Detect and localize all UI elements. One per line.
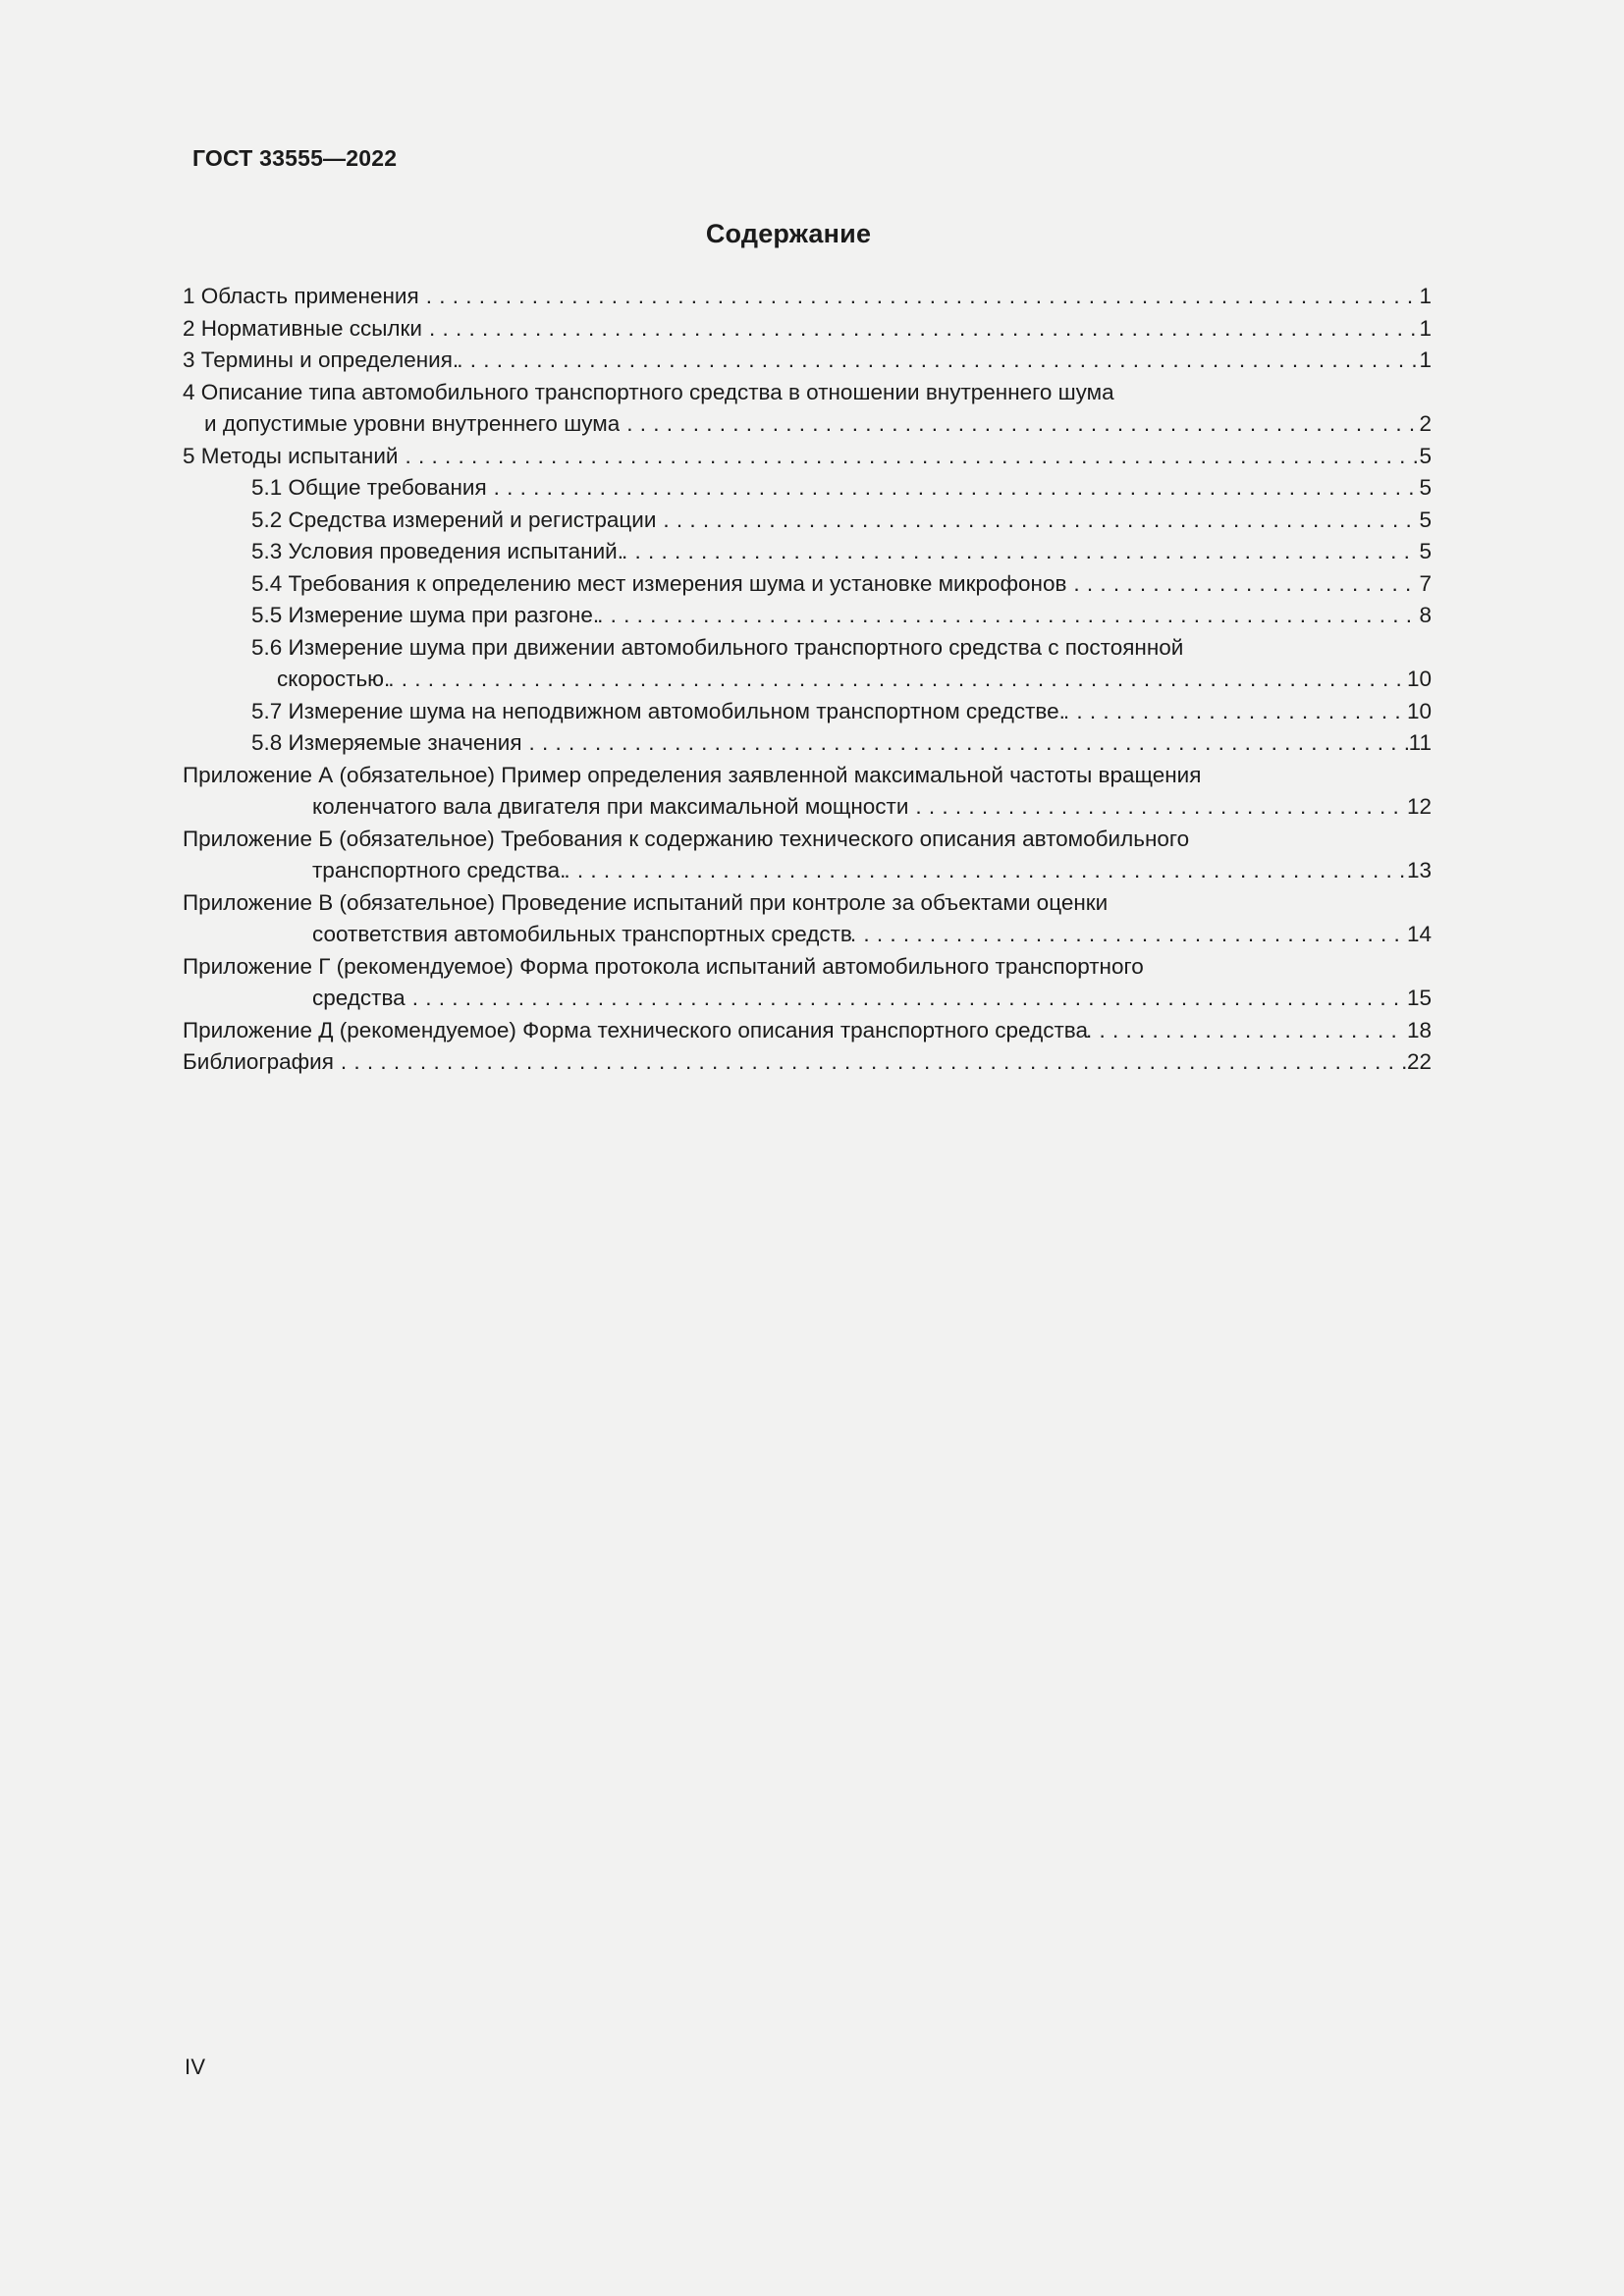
toc-page-number: 5 [1419, 443, 1432, 468]
toc-entry-line [183, 664, 1432, 696]
toc-entry-label: соответствия автомобильных транспортных средств [312, 922, 852, 946]
toc-entry-label: Библиография [183, 1049, 334, 1074]
toc-entry-line [183, 791, 1432, 824]
toc-page-number: 2 [1419, 411, 1432, 436]
toc-entry-line [183, 983, 1432, 1015]
toc-entry-label: 3 Термины и определения. [183, 347, 460, 372]
toc-leader-dots [1201, 760, 1431, 792]
toc-entry-label: транспортного средства. [312, 858, 567, 882]
toc-entry-line [183, 727, 1432, 760]
toc-page-number: 1 [1419, 284, 1432, 308]
toc-leader-dots [1189, 824, 1431, 856]
toc-entry[interactable] [183, 1046, 1432, 1079]
toc-entry[interactable] [183, 600, 1432, 632]
toc-page-number: 1 [1419, 315, 1432, 341]
toc-entry-line [183, 600, 1432, 632]
toc-entry-line [183, 1046, 1432, 1079]
toc-entry-label: 5.7 Измерение шума на неподвижном автомобильном транспортном средстве. [251, 698, 1065, 723]
toc-page-number: 1 [1419, 347, 1432, 372]
toc-entry-label: Приложение Б (обязательное) Требования к содержанию технического описания автомобильного [183, 826, 1190, 851]
toc-leader-dots [1066, 568, 1418, 601]
toc-entry-label: 5.5 Измерение шума при разгоне. [251, 603, 600, 627]
toc-leader-dots [620, 408, 1418, 441]
toc-entry-label: Приложение В (обязательное) Проведение испытаний при контроле за объектами оценки [183, 889, 1109, 915]
table-of-contents [183, 281, 1432, 1079]
toc-entry[interactable] [183, 727, 1432, 760]
toc-entry-line [183, 377, 1432, 409]
toc-entry-label: 5.8 Измеряемые значения [251, 730, 522, 755]
toc-leader-dots [406, 983, 1406, 1015]
toc-leader-dots [656, 505, 1418, 537]
toc-leader-dots [623, 536, 1419, 568]
toc-leader-dots [1088, 1015, 1406, 1047]
toc-page-number: 10 [1406, 667, 1432, 691]
toc-entry[interactable] [183, 568, 1432, 601]
toc-page-number: 18 [1406, 1017, 1432, 1042]
toc-entry-line [183, 441, 1432, 473]
toc-page-number: 12 [1406, 794, 1432, 819]
toc-entry-line [183, 855, 1432, 887]
toc-entry-label: Приложение Д (рекомендуемое) Форма технического описания транспортного средства [183, 1017, 1088, 1042]
toc-entry-line [183, 824, 1432, 856]
toc-entry[interactable] [183, 536, 1432, 568]
toc-page-number: 10 [1406, 698, 1432, 723]
toc-leader-dots [419, 281, 1419, 313]
toc-entry-label: 5.6 Измерение шума при движении автомобильного транспортного средства с постоянной [251, 634, 1184, 660]
toc-leader-dots [1108, 887, 1431, 920]
toc-entry-label: 5.4 Требования к определению мест измерения шума и установке микрофонов [251, 570, 1067, 596]
toc-entry[interactable] [183, 345, 1432, 377]
toc-entry-line [183, 505, 1432, 537]
toc-leader-dots [459, 345, 1418, 377]
toc-entry-line [183, 887, 1432, 920]
toc-entry-line [183, 919, 1432, 951]
toc-entry[interactable] [183, 281, 1432, 313]
toc-entry-label: 5 Методы испытаний [183, 443, 399, 468]
toc-entry[interactable] [183, 313, 1432, 346]
running-head: ГОСТ 33555—2022 [192, 145, 398, 171]
toc-leader-dots [1183, 632, 1431, 665]
toc-page-number: 5 [1419, 539, 1432, 563]
toc-entry-label: скоростью. [277, 667, 391, 691]
toc-page-number: 22 [1406, 1049, 1432, 1074]
toc-entry[interactable] [183, 472, 1432, 505]
toc-entry-line [183, 313, 1432, 346]
toc-entry[interactable] [183, 760, 1432, 824]
toc-page-number: 7 [1419, 570, 1432, 596]
toc-leader-dots [422, 313, 1419, 346]
toc-leader-dots [566, 855, 1406, 887]
toc-entry-line [183, 281, 1432, 313]
toc-entry-line [183, 1015, 1432, 1047]
toc-leader-dots [522, 727, 1408, 760]
toc-leader-dots [1065, 696, 1406, 728]
toc-entry-line [183, 696, 1432, 728]
toc-page-number: 11 [1408, 730, 1432, 755]
toc-leader-dots [599, 600, 1418, 632]
toc-entry-label: и допустимые уровни внутреннего шума [204, 411, 621, 436]
toc-page-number: 14 [1406, 922, 1432, 946]
toc-entry-line [183, 408, 1432, 441]
toc-entry-label: коленчатого вала двигателя при максимальной мощности [312, 794, 909, 819]
toc-page-number: 15 [1406, 986, 1432, 1010]
toc-page-number: 13 [1406, 858, 1432, 882]
toc-leader-dots [852, 919, 1406, 951]
toc-entry[interactable] [183, 441, 1432, 473]
toc-entry-label: средства [312, 986, 406, 1010]
toc-leader-dots [390, 664, 1406, 696]
toc-entry-label: Приложение Г (рекомендуемое) Форма протокола испытаний автомобильного транспортного [183, 953, 1144, 979]
toc-page-number: 5 [1419, 475, 1432, 500]
toc-entry-line [183, 345, 1432, 377]
toc-entry-line [183, 568, 1432, 601]
toc-entry-line [183, 760, 1432, 792]
toc-entry-label: 5.3 Условия проведения испытаний. [251, 539, 623, 563]
toc-entry[interactable] [183, 377, 1432, 441]
toc-entry-line [183, 536, 1432, 568]
page-folio: IV [185, 2055, 206, 2079]
toc-leader-dots [1114, 377, 1431, 409]
toc-entry[interactable] [183, 1015, 1432, 1047]
toc-entry-label: 5.1 Общие требования [251, 475, 487, 500]
toc-leader-dots [487, 472, 1419, 505]
toc-entry[interactable] [183, 824, 1432, 887]
toc-entry-line [183, 951, 1432, 984]
toc-entry-label: 2 Нормативные ссылки [183, 315, 422, 341]
page-title: Содержание [705, 219, 872, 248]
toc-leader-dots [398, 441, 1418, 473]
toc-page-number: 5 [1419, 507, 1432, 532]
toc-leader-dots [908, 791, 1406, 824]
toc-entry[interactable] [183, 632, 1432, 696]
toc-leader-dots [334, 1046, 1406, 1079]
toc-entry[interactable] [183, 505, 1432, 537]
toc-entry-label: Приложение А (обязательное) Пример определения заявленной максимальной частоты вращения [183, 762, 1202, 787]
toc-leader-dots [1144, 951, 1431, 984]
toc-entry[interactable] [183, 887, 1432, 951]
toc-entry[interactable] [183, 951, 1432, 1015]
toc-entry-line [183, 472, 1432, 505]
toc-entry-label: 1 Область применения [183, 284, 419, 308]
toc-page-number: 8 [1419, 603, 1432, 627]
toc-entry-label: 4 Описание типа автомобильного транспортного средства в отношении внутреннего шума [183, 379, 1114, 404]
toc-entry-line [183, 632, 1432, 665]
toc-entry-label: 5.2 Средства измерений и регистрации [251, 507, 657, 532]
toc-entry[interactable] [183, 696, 1432, 728]
